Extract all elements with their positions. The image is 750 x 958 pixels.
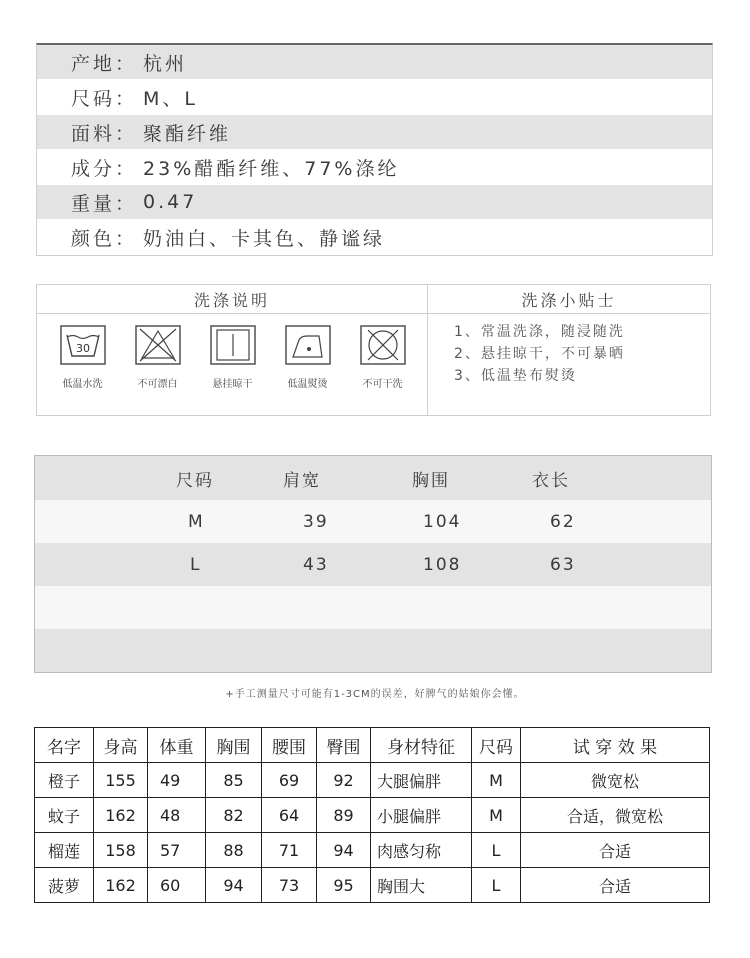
- fit-header: 腰围: [262, 728, 317, 763]
- info-row-origin: [37, 45, 712, 80]
- fit-row: [35, 833, 710, 868]
- washing-tips: [428, 285, 710, 415]
- fit-cell: 48: [148, 798, 206, 833]
- washing-icons: [45, 325, 420, 390]
- fit-row: [35, 798, 710, 833]
- wash-30-item: [45, 325, 120, 390]
- fit-cell: 73: [262, 868, 317, 903]
- hang-dry-item: [195, 325, 270, 390]
- hang-dry-icon: [210, 325, 256, 365]
- tip-item: 3、低温垫布熨烫: [454, 368, 577, 384]
- no-bleach-icon: [135, 325, 181, 365]
- fit-header: 体重: [148, 728, 206, 763]
- icon-label: 不可干洗: [362, 379, 403, 390]
- fit-cell: 榴莲: [35, 833, 94, 868]
- fit-cell: L: [472, 868, 521, 903]
- fit-cell: 合适，微宽松: [521, 798, 710, 833]
- fit-header: 身材特征: [371, 728, 472, 763]
- tip-item: 2、悬挂晾干，不可暴晒: [454, 346, 625, 362]
- tips-list: [454, 321, 625, 387]
- fit-cell: 92: [317, 763, 371, 798]
- size-cell: 104: [423, 511, 462, 532]
- size-header-row: [35, 456, 711, 500]
- fit-header: 试 穿 效 果: [521, 728, 710, 763]
- icon-label: 低温熨烫: [287, 379, 328, 390]
- info-key: 产地：: [71, 52, 138, 75]
- info-key: 面料：: [71, 122, 138, 145]
- fit-header: 胸围: [206, 728, 262, 763]
- size-header: 胸围: [412, 470, 450, 491]
- fit-cell: 94: [206, 868, 262, 903]
- info-row-size: [37, 80, 712, 115]
- fit-cell: 95: [317, 868, 371, 903]
- size-cell: 108: [423, 554, 462, 575]
- size-header: 衣长: [532, 470, 570, 491]
- tip-item: 1、常温洗涤，随浸随洗: [454, 324, 625, 340]
- fit-cell: 94: [317, 833, 371, 868]
- size-cell: M: [188, 511, 205, 532]
- fit-header-row: [35, 728, 710, 763]
- info-value: 聚酯纤维: [143, 122, 232, 145]
- info-row-fabric: [37, 115, 712, 150]
- info-row-weight: [37, 185, 712, 220]
- fit-row: [35, 868, 710, 903]
- fit-cell: 菠萝: [35, 868, 94, 903]
- fit-cell: 蚊子: [35, 798, 94, 833]
- fit-table: [34, 727, 710, 903]
- fit-cell: 69: [262, 763, 317, 798]
- fit-cell: M: [472, 798, 521, 833]
- fit-cell: 85: [206, 763, 262, 798]
- no-dry-clean-item: [345, 325, 420, 390]
- low-iron-icon: [285, 325, 331, 365]
- fit-cell: 大腿偏胖: [371, 763, 472, 798]
- tips-title: 洗涤小贴士: [428, 285, 710, 314]
- fit-cell: 82: [206, 798, 262, 833]
- size-cell: L: [190, 554, 202, 575]
- info-key: 重量：: [71, 192, 138, 215]
- fit-cell: 合适: [521, 868, 710, 903]
- fit-header: 尺码: [472, 728, 521, 763]
- fit-cell: 微宽松: [521, 763, 710, 798]
- washing-instructions: [37, 285, 428, 415]
- fit-cell: L: [472, 833, 521, 868]
- size-row: [35, 500, 711, 543]
- size-cell: 63: [550, 554, 576, 575]
- fit-cell: 89: [317, 798, 371, 833]
- fit-header: 臀围: [317, 728, 371, 763]
- low-iron-item: [270, 325, 345, 390]
- icon-label: 低温水洗: [62, 379, 103, 390]
- icon-label: 悬挂晾干: [212, 379, 253, 390]
- info-key: 颜色：: [71, 227, 138, 250]
- fit-header: 身高: [94, 728, 148, 763]
- size-cell: 39: [303, 511, 329, 532]
- info-value: 0.47: [143, 191, 198, 213]
- measurement-note: +手工测量尺寸可能有1-3CM的误差，好脾气的姑娘你会懂。: [225, 689, 525, 700]
- fit-row: [35, 763, 710, 798]
- fit-cell: 小腿偏胖: [371, 798, 472, 833]
- fit-cell: 88: [206, 833, 262, 868]
- washing-title: 洗涤说明: [37, 285, 427, 314]
- fit-cell: 64: [262, 798, 317, 833]
- info-row-color: [37, 220, 712, 255]
- fit-cell: 71: [262, 833, 317, 868]
- size-row-empty: [35, 586, 711, 629]
- size-header: 肩宽: [283, 470, 321, 491]
- size-table: [34, 455, 712, 673]
- product-info-table: [36, 43, 713, 256]
- info-key: 尺码：: [71, 87, 138, 110]
- size-header: 尺码: [176, 470, 214, 491]
- fit-cell: 胸围大: [371, 868, 472, 903]
- size-cell: 43: [303, 554, 329, 575]
- no-bleach-item: [120, 325, 195, 390]
- fit-cell: 49: [148, 763, 206, 798]
- fit-cell: 158: [94, 833, 148, 868]
- size-row: [35, 543, 711, 586]
- info-row-composition: [37, 150, 712, 185]
- fit-cell: 162: [94, 868, 148, 903]
- washing-section: [36, 284, 711, 416]
- fit-cell: 合适: [521, 833, 710, 868]
- info-key: 成分：: [71, 157, 138, 180]
- fit-cell: 57: [148, 833, 206, 868]
- icon-label: 不可漂白: [137, 379, 178, 390]
- fit-cell: 155: [94, 763, 148, 798]
- fit-cell: 肉感匀称: [371, 833, 472, 868]
- fit-cell: M: [472, 763, 521, 798]
- fit-cell: 60: [148, 868, 206, 903]
- size-cell: 62: [550, 511, 576, 532]
- info-value: M、L: [143, 87, 198, 110]
- wash-30-icon: [60, 325, 106, 365]
- fit-cell: 橙子: [35, 763, 94, 798]
- info-value: 杭州: [143, 52, 188, 75]
- no-dry-clean-icon: [360, 325, 406, 365]
- size-row-empty: [35, 629, 711, 672]
- fit-cell: 162: [94, 798, 148, 833]
- info-value: 23%醋酯纤维、77%涤纶: [143, 157, 400, 180]
- info-value: 奶油白、卡其色、静谧绿: [143, 227, 386, 250]
- wash-temp-text: 30: [75, 342, 90, 355]
- fit-header: 名字: [35, 728, 94, 763]
